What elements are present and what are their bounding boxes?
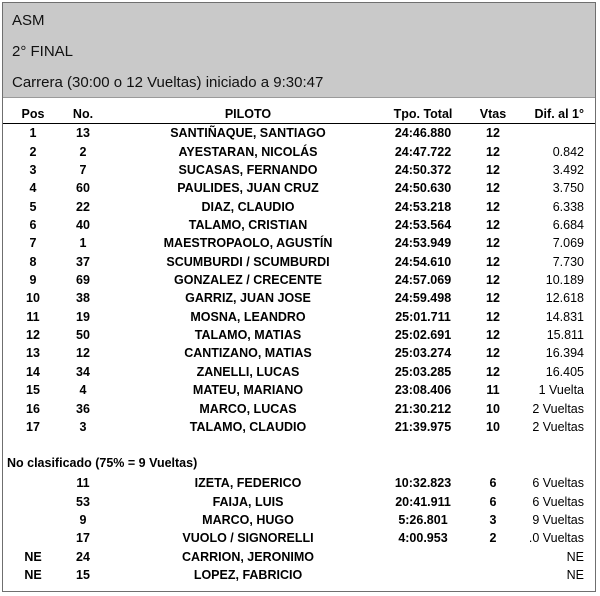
cell-dif: 16.405	[545, 364, 584, 379]
table-row	[3, 271, 595, 289]
cell-no: 3	[79, 419, 87, 434]
cell-pos: 5	[29, 199, 37, 214]
not-classified-title: No clasificado (75% = 9 Vueltas)	[7, 456, 198, 471]
cell-tpo: 24:53.564	[394, 218, 452, 233]
cell-tpo: 21:39.975	[394, 419, 452, 434]
cell-tpo: 25:01.711	[395, 309, 451, 324]
table-row	[3, 326, 595, 344]
cell-vtas: 11	[486, 383, 500, 398]
cell-tpo: 24:47.722	[394, 144, 452, 159]
table-row	[3, 124, 595, 142]
cell-tpo: 25:03.274	[394, 346, 452, 361]
cell-pos: 7	[29, 236, 37, 251]
cell-tpo: 5:26.801	[398, 512, 448, 527]
cell-dif: 14.831	[545, 309, 584, 324]
cell-piloto: TALAMO, CRISTIAN	[188, 218, 308, 233]
cell-piloto: VUOLO / SIGNORELLI	[182, 531, 314, 546]
cell-vtas: 12	[486, 181, 500, 196]
cell-dif: 0.842	[552, 144, 584, 159]
cell-no: 60	[76, 181, 90, 196]
cell-piloto: GARRIZ, JUAN JOSE	[185, 291, 311, 306]
cell-vtas: 12	[486, 346, 500, 361]
section-spacer	[3, 436, 595, 454]
cell-piloto: ZANELLI, LUCAS	[196, 364, 300, 379]
cell-tpo: 24:50.630	[394, 181, 452, 196]
cell-vtas: 12	[486, 328, 500, 343]
cell-piloto: SCUMBURDI / SCUMBURDI	[166, 254, 330, 269]
cell-piloto: TALAMO, CLAUDIO	[189, 419, 307, 434]
cell-dif: 6.684	[552, 218, 584, 233]
cell-pos: 16	[26, 401, 40, 416]
table-row	[3, 548, 595, 566]
cell-piloto: FAIJA, LUIS	[212, 494, 284, 509]
cell-tpo: 24:59.498	[394, 291, 452, 306]
table-row	[3, 529, 595, 547]
cell-vtas: 12	[486, 273, 500, 288]
table-row	[3, 289, 595, 307]
cell-tpo: 21:30.212	[394, 401, 452, 416]
cell-tpo: 24:53.949	[394, 236, 452, 251]
cell-no: 9	[79, 512, 87, 527]
col-no-header: No.	[72, 107, 94, 121]
table-row	[3, 381, 595, 399]
col-pos-header: Pos	[21, 107, 45, 121]
cell-pos: 1	[29, 126, 37, 141]
cell-tpo: 24:54.610	[394, 254, 452, 269]
cell-pos: 9	[29, 273, 37, 288]
cell-vtas: 10	[486, 419, 500, 434]
cell-no: 38	[76, 291, 90, 306]
cell-dif: 15.811	[546, 328, 584, 343]
cell-tpo: 24:53.218	[394, 199, 452, 214]
cell-piloto: CANTIZANO, MATIAS	[184, 346, 312, 361]
cell-dif: NE	[566, 567, 584, 582]
cell-vtas: 12	[486, 218, 500, 233]
cell-no: 37	[76, 254, 90, 269]
cell-tpo: 4:00.953	[398, 531, 448, 546]
cell-piloto: PAULIDES, JUAN CRUZ	[177, 181, 319, 196]
cell-pos: 8	[29, 254, 37, 269]
cell-no: 15	[76, 567, 90, 582]
classified-list	[3, 124, 595, 436]
cell-dif: 7.069	[552, 236, 584, 251]
cell-vtas: 12	[486, 309, 500, 324]
table-row	[3, 418, 595, 436]
cell-no: 12	[76, 346, 90, 361]
cell-dif: 9 Vueltas	[532, 512, 584, 527]
cell-tpo: 25:03.285	[394, 364, 452, 379]
cell-no: 40	[76, 218, 90, 233]
cell-vtas: 2	[489, 531, 497, 546]
cell-vtas: 12	[486, 126, 500, 141]
cell-vtas: 12	[486, 163, 500, 178]
cell-no: 69	[76, 273, 90, 288]
table-row	[3, 493, 595, 511]
cell-vtas: 12	[486, 144, 500, 159]
cell-vtas: 12	[486, 236, 500, 251]
cell-vtas: 6	[489, 494, 497, 509]
cell-piloto: DIAZ, CLAUDIO	[201, 199, 295, 214]
table-row	[3, 198, 595, 216]
cell-vtas: 12	[486, 254, 500, 269]
cell-dif: 2 Vueltas	[532, 401, 584, 416]
cell-no: 24	[76, 549, 90, 564]
table-row	[3, 216, 595, 234]
cell-no: 11	[76, 476, 90, 491]
cell-vtas: 10	[486, 401, 500, 416]
cell-dif: 16.394	[545, 346, 584, 361]
cell-tpo: 10:32.823	[394, 476, 452, 491]
cell-tpo: 24:50.372	[394, 163, 452, 178]
cell-piloto: IZETA, FEDERICO	[194, 476, 302, 491]
results-table	[3, 105, 595, 584]
cell-pos: 14	[26, 364, 40, 379]
cell-piloto: MARCO, LUCAS	[199, 401, 297, 416]
cell-dif: 12.618	[545, 291, 584, 306]
cell-no: 7	[79, 163, 87, 178]
cell-no: 2	[79, 144, 87, 159]
table-row	[3, 474, 595, 492]
cell-dif: NE	[566, 549, 584, 564]
cell-tpo: 24:57.069	[394, 273, 452, 288]
table-row	[3, 161, 595, 179]
cell-vtas: 12	[486, 364, 500, 379]
cell-pos: NE	[24, 567, 42, 582]
cell-tpo: 24:46.880	[394, 126, 452, 141]
table-row	[3, 234, 595, 252]
cell-pos: 10	[26, 291, 40, 306]
org-name: ASM	[12, 12, 45, 29]
cell-piloto: AYESTARAN, NICOLÁS	[178, 144, 318, 159]
cell-no: 53	[76, 494, 90, 509]
cell-dif: 10.189	[545, 273, 584, 288]
race-info: Carrera (30:00 o 12 Vueltas) iniciado a 9:30:47	[12, 74, 324, 91]
cell-pos: 4	[29, 181, 37, 196]
cell-no: 50	[76, 328, 90, 343]
cell-tpo: 25:02.691	[394, 328, 452, 343]
cell-piloto: MARCO, HUGO	[202, 512, 294, 527]
col-dif-header: Dif. al 1°	[534, 107, 584, 121]
table-row	[3, 143, 595, 161]
col-tpo-header: Tpo. Total	[393, 107, 453, 121]
event-title: 2° FINAL	[12, 43, 74, 60]
table-row	[3, 344, 595, 362]
table-row	[3, 308, 595, 326]
cell-no: 34	[76, 364, 90, 379]
cell-no: 13	[76, 126, 90, 141]
cell-piloto: MAESTROPAOLO, AGUSTÍN	[163, 236, 333, 251]
cell-dif: 6 Vueltas	[532, 494, 584, 509]
cell-pos: 6	[29, 218, 37, 233]
cell-tpo: 23:08.406	[394, 383, 452, 398]
cell-dif: 6.338	[552, 199, 584, 214]
table-row	[3, 253, 595, 271]
cell-pos: 13	[26, 346, 40, 361]
col-vtas-header: Vtas	[479, 107, 507, 121]
cell-pos: 11	[26, 309, 40, 324]
col-piloto-header: PILOTO	[224, 107, 272, 121]
cell-piloto: SANTIÑAQUE, SANTIAGO	[170, 126, 326, 141]
not-classified-list	[3, 474, 595, 584]
cell-no: 19	[76, 309, 90, 324]
cell-dif: 6 Vueltas	[532, 476, 584, 491]
table-row	[3, 363, 595, 381]
cell-vtas: 12	[486, 199, 500, 214]
cell-pos: 15	[26, 383, 40, 398]
cell-vtas: 3	[489, 512, 497, 527]
not-classified-section	[3, 454, 595, 474]
cell-piloto: MOSNA, LEANDRO	[190, 309, 306, 324]
cell-piloto: CARRION, JERONIMO	[182, 549, 314, 564]
cell-pos: 3	[29, 163, 37, 178]
cell-vtas: 6	[489, 476, 497, 491]
cell-no: 17	[76, 531, 90, 546]
cell-pos: NE	[24, 549, 42, 564]
cell-piloto: SUCASAS, FERNANDO	[178, 163, 318, 178]
cell-vtas: 12	[486, 291, 500, 306]
cell-no: 36	[76, 401, 90, 416]
table-row	[3, 566, 595, 584]
table-row	[3, 179, 595, 197]
cell-dif: .0 Vueltas	[528, 531, 584, 546]
cell-piloto: GONZALEZ / CRECENTE	[174, 273, 322, 288]
table-header-row	[3, 105, 595, 124]
cell-dif: 1 Vuelta	[538, 383, 584, 398]
cell-pos: 17	[26, 419, 40, 434]
cell-piloto: LOPEZ, FABRICIO	[193, 567, 303, 582]
cell-no: 4	[79, 383, 87, 398]
results-header	[3, 3, 595, 98]
table-row	[3, 511, 595, 529]
cell-dif: 2 Vueltas	[532, 419, 584, 434]
cell-piloto: MATEU, MARIANO	[192, 383, 304, 398]
cell-pos: 2	[29, 144, 37, 159]
cell-dif: 3.750	[552, 181, 584, 196]
cell-no: 22	[76, 199, 90, 214]
cell-pos: 12	[26, 328, 40, 343]
cell-dif: 3.492	[552, 163, 584, 178]
cell-piloto: TALAMO, MATIAS	[194, 328, 302, 343]
cell-no: 1	[79, 236, 87, 251]
cell-dif: 7.730	[552, 254, 584, 269]
table-row	[3, 400, 595, 418]
cell-tpo: 20:41.911	[395, 494, 451, 509]
